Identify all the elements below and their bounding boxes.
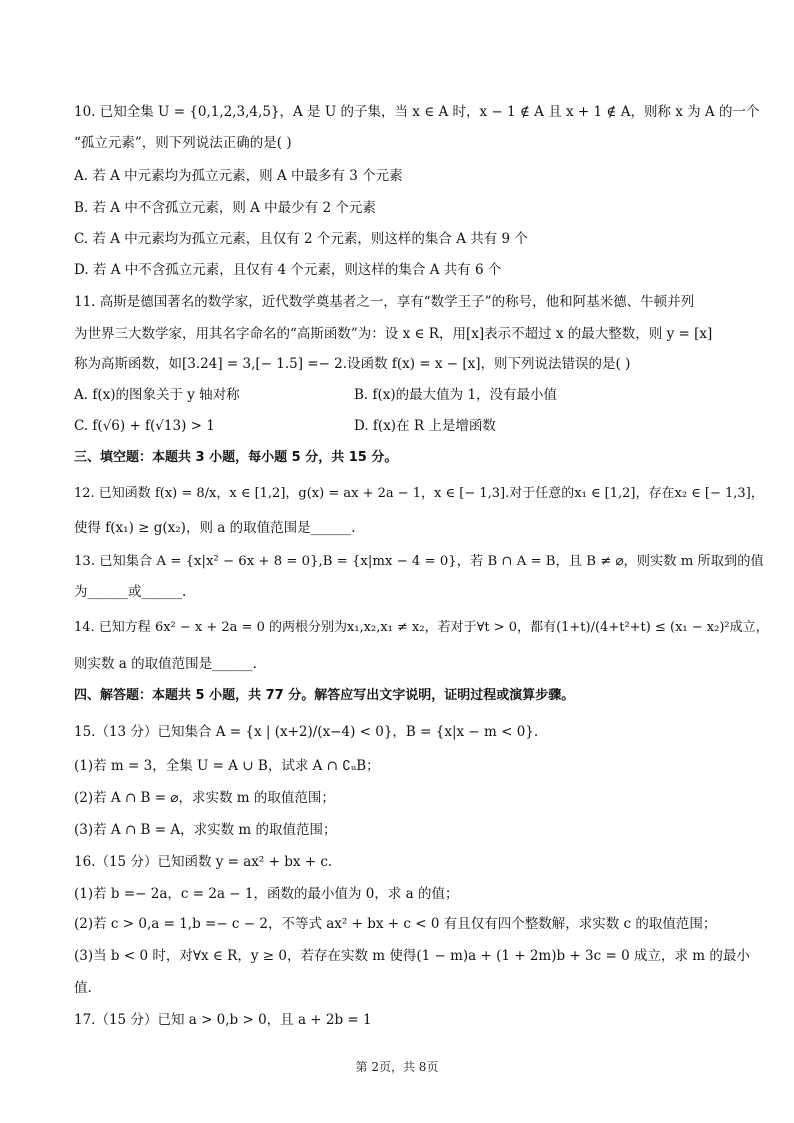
q15-part2: (2)若 A ∩ B = ⌀，求实数 m 的取值范围； (74, 790, 335, 806)
q10-option-c: C. 若 A 中元素均为孤立元素，且仅有 2 个元素，则这样的集合 A 共有 9 个 (74, 231, 528, 247)
q14-line1: 14. 已知方程 6x² − x + 2a = 0 的两根分别为x₁,x₂,x₁ ≠ x₂，若对于∀t > 0，都有(1+t)/(4+t²+t) ≤ (x₁ − x₂)²成立， (74, 620, 769, 635)
section3-heading: 三、填空题：本题共 3 小题，每小题 5 分，共 15 分。 (74, 450, 398, 465)
section4-heading: 四、解答题：本题共 5 小题，共 77 分。解答应写出文字说明，证明过程或演算步骤。 (74, 688, 575, 703)
q12-line1: 12. 已知函数 f(x) = 8/x，x ∈ [1,2]，g(x) = ax + 2a − 1，x ∈ [− 1,3].对于任意的x₁ ∈ [1,2]，存在x₂ ∈ [− 1,3]， (74, 486, 764, 501)
q17-stem: 17.（15 分）已知 a > 0,b > 0，且 a + 2b = 1 (74, 1012, 372, 1028)
q15-stem: 15.（13 分）已知集合 A = {x | (x+2)/(x−4) < 0}，B = {x|x − m < 0}. (74, 724, 539, 740)
q11-stem-line3: 称为高斯函数，如[3.24] = 3,[− 1.5] =− 2.设函数 f(x) = x − [x]，则下列说法错误的是( ) (74, 356, 631, 372)
q10-stem-line1: 10. 已知全集 U = {0,1,2,3,4,5}，A 是 U 的子集，当 x ∈ A 时，x − 1 ∉ A 且 x + 1 ∉ A，则称 x 为 A 的一个 (74, 104, 760, 120)
q11-option-c: C. f(√6) + f(√13) > 1 (74, 418, 215, 434)
q11-option-a: A. f(x)的图象关于 y 轴对称 (74, 387, 240, 403)
q10-option-a: A. 若 A 中元素均为孤立元素，则 A 中最多有 3 个元素 (74, 168, 403, 184)
q11-stem-line2: 为世界三大数学家，用其名字命名的“高斯函数”为：设 x ∈ R，用[x]表示不超过 x 的最大整数，则 y = [x] (74, 326, 713, 342)
q16-part3-line2: 值. (74, 980, 92, 996)
q15-part3: (3)若 A ∩ B = A，求实数 m 的取值范围； (74, 822, 337, 838)
q10-option-b: B. 若 A 中不含孤立元素，则 A 中最少有 2 个元素 (74, 200, 376, 216)
q13-line2: 为______或______. (74, 584, 187, 600)
q15-part1: (1)若 m = 3，全集 U = A ∪ B，试求 A ∩ ∁ᵤB； (74, 758, 380, 774)
q10-option-d: D. 若 A 中不含孤立元素，且仅有 4 个元素，则这样的集合 A 共有 6 个 (74, 262, 502, 278)
q16-stem: 16.（15 分）已知函数 y = ax² + bx + c. (74, 854, 333, 870)
q13-line1: 13. 已知集合 A = {x|x² − 6x + 8 = 0},B = {x|mx − 4 = 0}，若 B ∩ A = B，且 B ≠ ⌀，则实数 m 所取到的值 (74, 554, 764, 569)
q12-line2: 使得 f(x₁) ≥ g(x₂)，则 a 的取值范围是______. (74, 520, 356, 536)
q16-part2: (2)若 c > 0,a = 1,b =− c − 2，不等式 ax² + bx + c < 0 有且仅有四个整数解，求实数 c 的取值范围； (74, 916, 717, 932)
q16-part1: (1)若 b =− 2a，c = 2a − 1，函数的最小值为 0，求 a 的值； (74, 886, 459, 902)
q11-stem-line1: 11. 高斯是德国著名的数学家，近代数学奠基者之一，享有“数学王子”的称号，他和阿基米德、牛顿并列 (74, 294, 695, 310)
q14-line2: 则实数 a 的取值范围是______. (74, 656, 257, 672)
q10-stem-line2: “孤立元素”，则下列说法正确的是( ) (74, 135, 292, 151)
page-footer: 第 2页，共 8页 (355, 1060, 439, 1074)
q16-part3-line1: (3)当 b < 0 时，对∀x ∈ R，y ≥ 0，若存在实数 m 使得(1 − m)a + (1 + 2m)b + 3c = 0 成立，求 m 的最小 (74, 948, 750, 964)
q11-option-d: D. f(x)在 R 上是增函数 (354, 418, 496, 434)
q11-option-b: B. f(x)的最大值为 1，没有最小值 (354, 387, 558, 403)
